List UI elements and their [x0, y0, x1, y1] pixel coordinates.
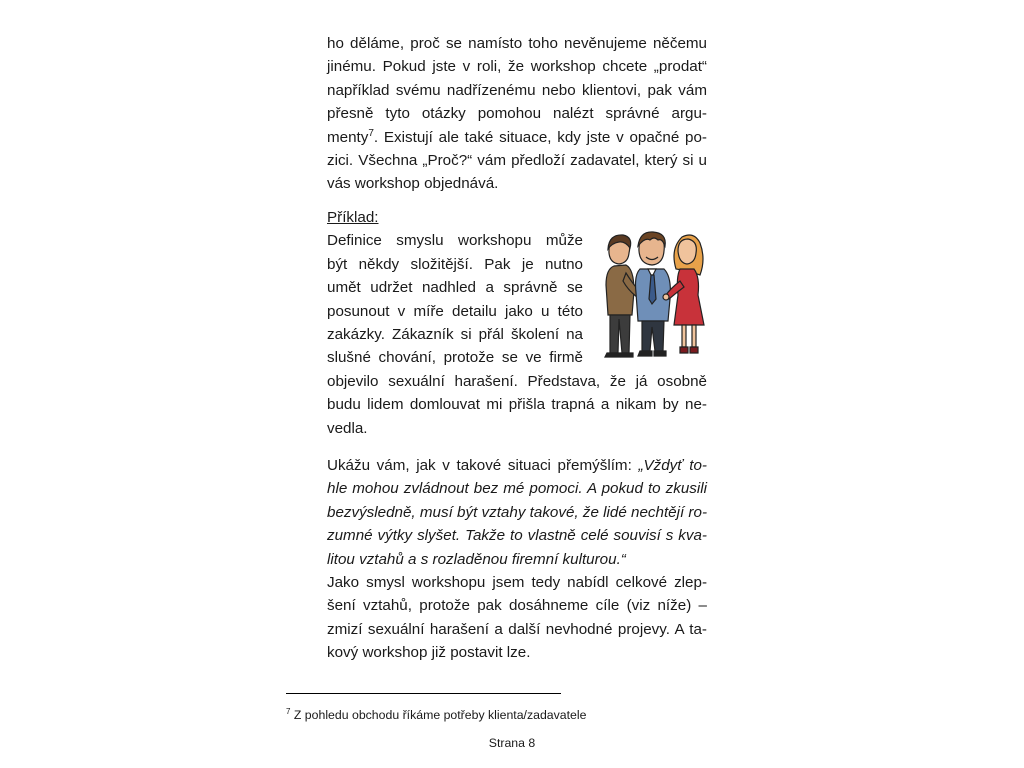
text-line: objevilo sexuální harašení. Představa, že já osobně: [327, 372, 707, 390]
text-line: jinému. Pokud jste v roli, že workshop chcete „prodat“: [327, 58, 707, 76]
page-number: Strana 8: [488, 736, 536, 750]
footnote-text: Z pohledu obchodu říkáme potřeby klienta/zadavatele: [290, 708, 587, 722]
text-line: budu lidem domlouvat mi přišla trapná a nikam by ne-: [327, 396, 707, 414]
text-line: být někdy složitější. Pak je nutno: [327, 255, 583, 273]
text-line: šení vztahů, protože pak dosáhneme cíle (viz níže) –: [327, 597, 707, 615]
text-line: [327, 454, 707, 477]
footnote-separator: [286, 693, 561, 694]
paragraph-reflection: [327, 454, 707, 665]
text-line: umět udržet nadhled a správně se: [327, 279, 583, 297]
text-line: litou vztahů a s rozladěnou firemní kulturou.“: [327, 550, 626, 568]
text-line: bezvýsledně, musí být vztahy takové, že lidé nechtějí ro-: [327, 503, 707, 521]
text-fragment: menty: [327, 128, 369, 146]
example-heading: Příklad:: [327, 209, 379, 226]
text-line: ho děláme, proč se namísto toho nevěnujeme něčemu: [327, 35, 707, 52]
person-right-icon: [663, 235, 704, 353]
text-line: [327, 126, 707, 149]
text-fragment: Ukážu vám, jak v takové situaci přemýšlím:: [327, 457, 639, 474]
text-line: kový workshop již postavit lze.: [327, 644, 531, 662]
text-line: Definice smyslu workshopu může: [327, 232, 583, 250]
footnote: [286, 707, 586, 723]
footnote-number: 7: [286, 706, 291, 716]
paragraph-intro: [327, 32, 707, 196]
quote-fragment: „Vždyť to-: [638, 457, 707, 474]
text-line: posunout v míře detailu jako u této: [327, 302, 583, 320]
text-line: přesně tyto otázky pomohou nalézt správné argu-: [327, 105, 707, 123]
text-line: vás workshop objednává.: [327, 175, 499, 193]
text-line: zmizí sexuální harašení a další nevhodné projevy. A ta-: [327, 620, 707, 638]
text-line: hle mohou zvládnout bez mé pomoci. A pokud to zkusili: [327, 480, 707, 498]
text-line: například svému nadřízenému nebo klientovi, pak vám: [327, 81, 707, 99]
text-fragment: . Existují ale také situace, kdy jste v opačné po-: [373, 128, 707, 146]
footnote-reference[interactable]: 7: [368, 127, 374, 139]
text-line: zumné výtky slyšet. Takže to vlastně celé souvisí s kva-: [327, 527, 707, 545]
text-line: Jako smysl workshopu jsem tedy nabídl celkové zlep-: [327, 573, 707, 591]
text-line: zakázky. Zákazník si přál školení na: [327, 325, 583, 343]
text-line: slušné chování, protože se ve firmě: [327, 349, 583, 367]
people-talking-illustration: [596, 229, 711, 361]
text-line: vedla.: [327, 419, 368, 437]
text-line: zici. Všechna „Proč?“ vám předloží zadavatel, který si u: [327, 151, 707, 169]
